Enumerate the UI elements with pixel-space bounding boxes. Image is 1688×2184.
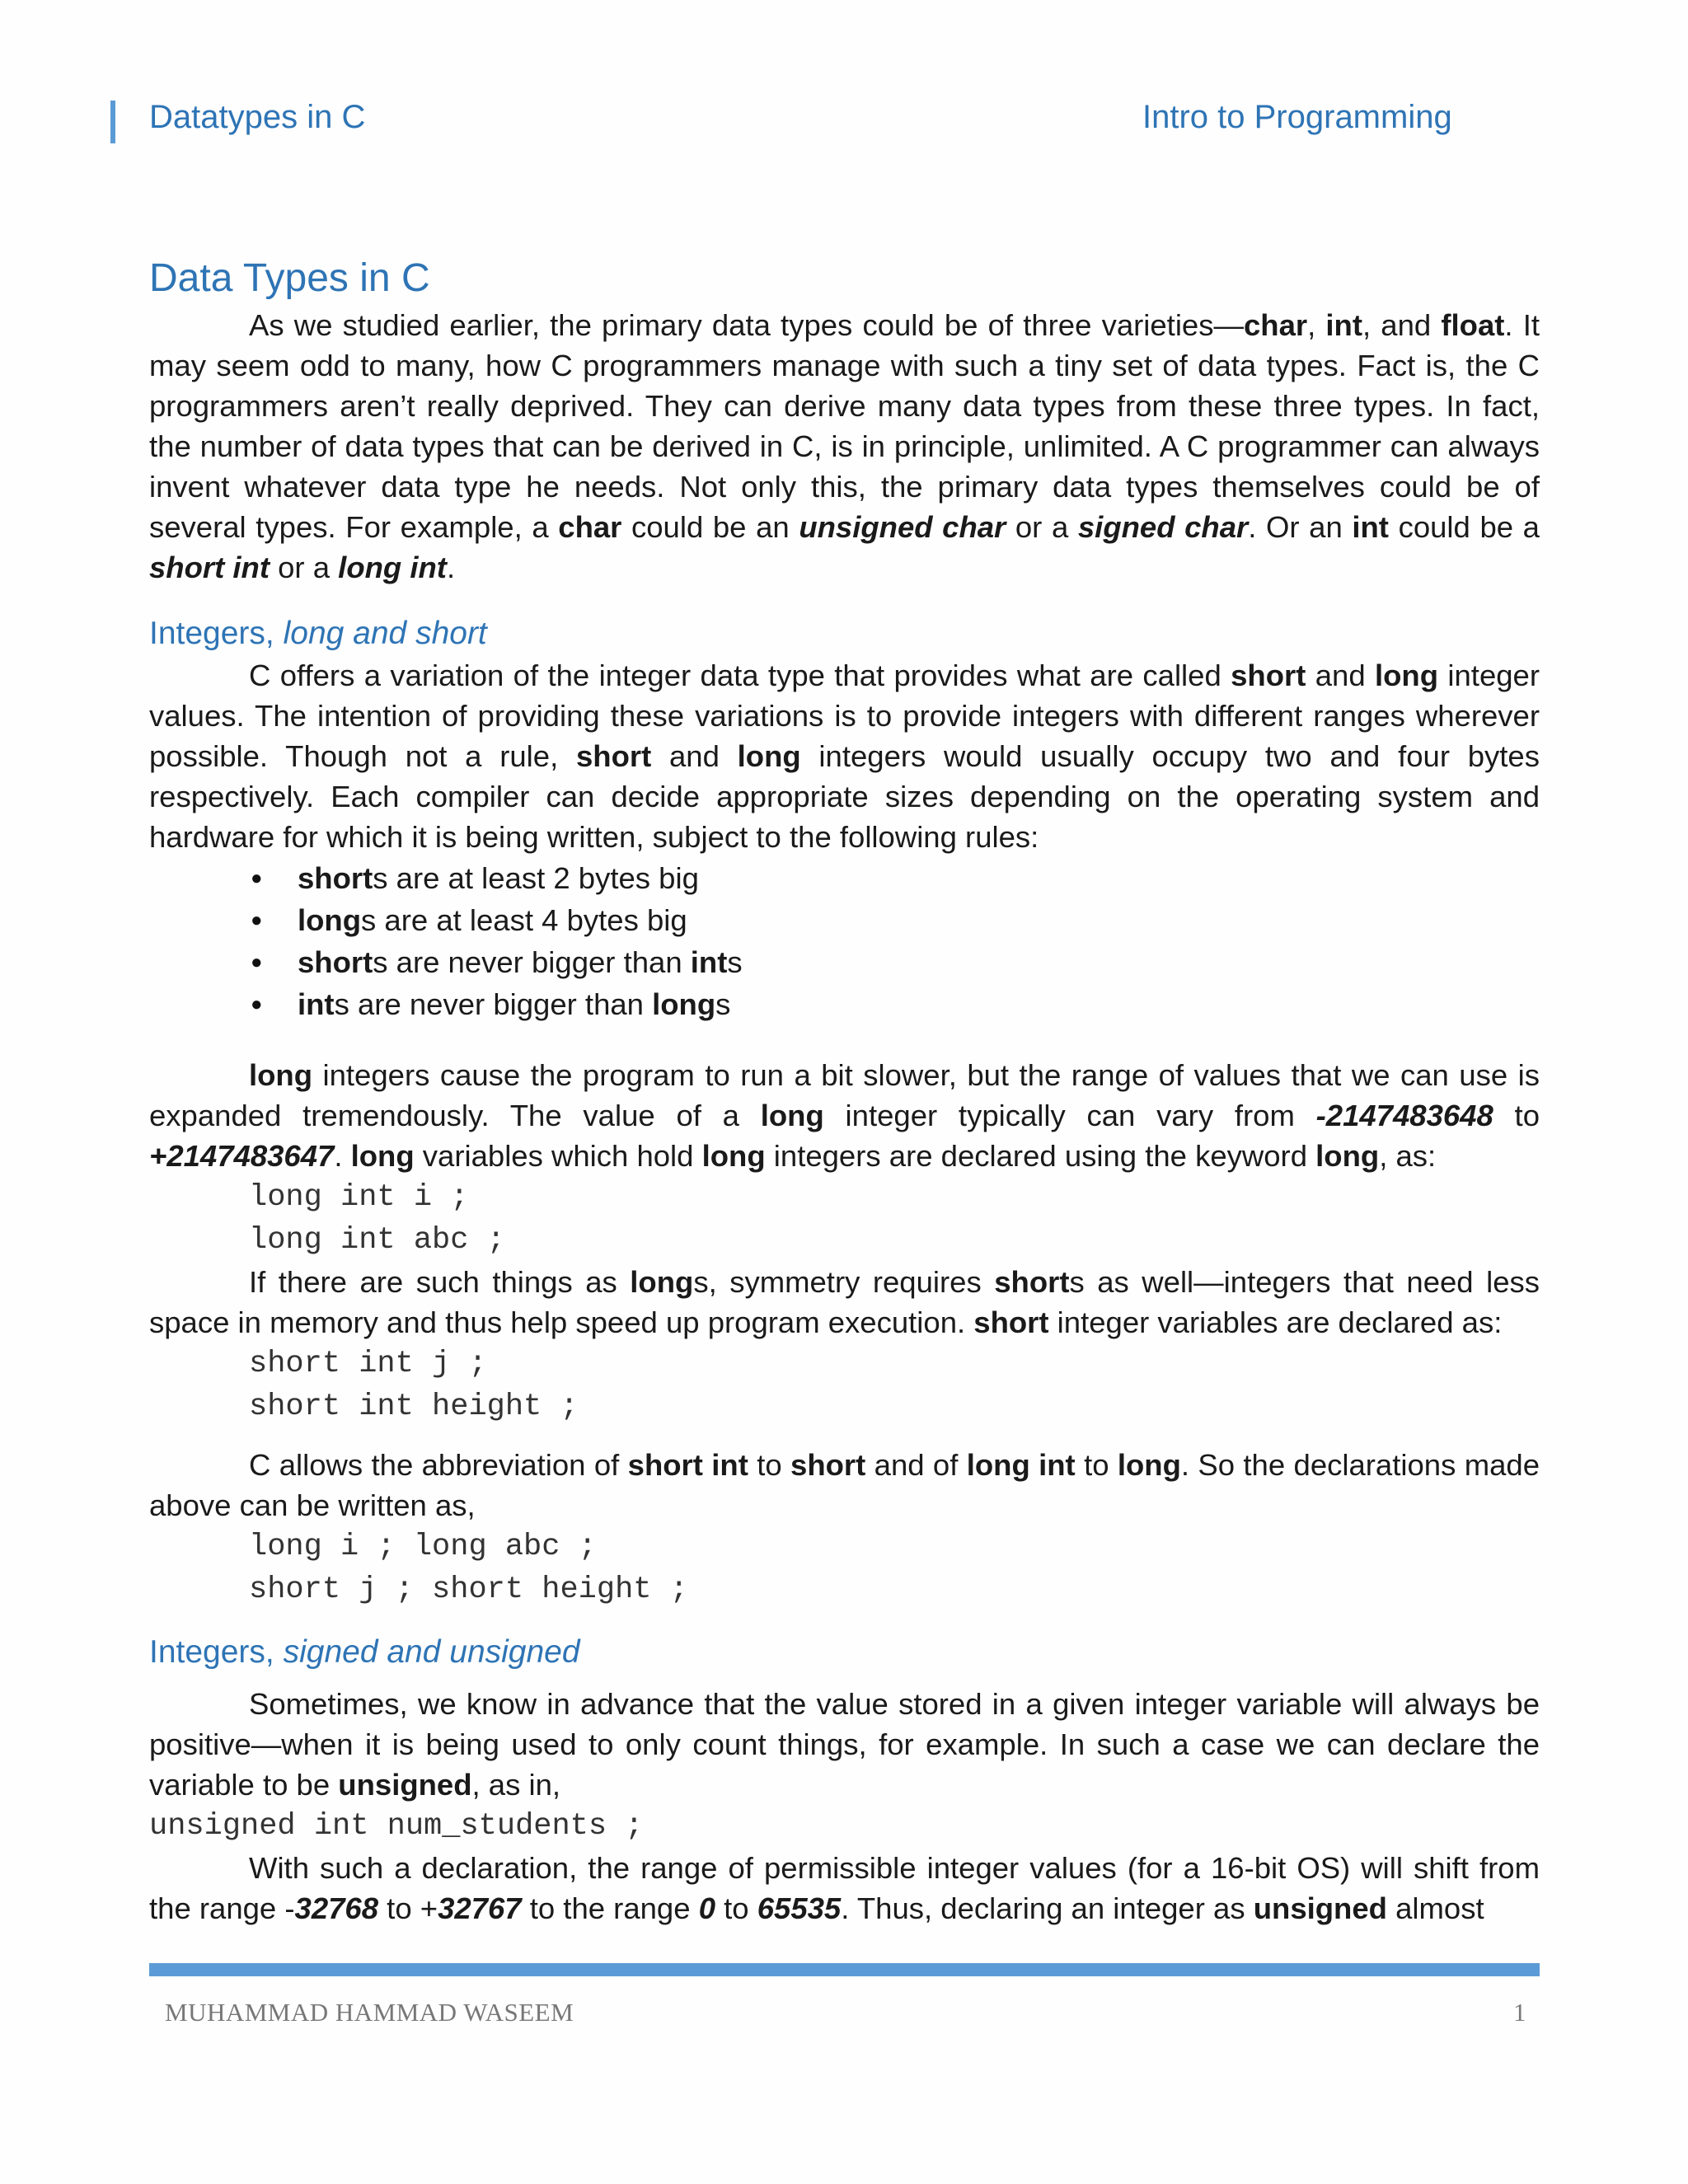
- rules-list: [149, 857, 1540, 1025]
- list-item: ● shorts are never bigger than ints: [298, 941, 1540, 983]
- header-left-title: Datatypes in C: [149, 99, 366, 135]
- section-heading-long-short: Integers, long and short: [149, 616, 487, 651]
- list-item: ● shorts are at least 2 bytes big: [298, 857, 1540, 899]
- header-right-title: Intro to Programming: [1142, 99, 1452, 135]
- section2-paragraph-2: With such a declaration, the range of permissible integer values (for a 16-bit OS) will shift from the range -32768 to +32767 to the range 0 to 65535. Thus, declaring an integer as unsigned almost: [149, 1851, 1540, 1925]
- footer-author: MUHAMMAD HAMMAD WASEEM: [165, 1998, 574, 2027]
- page-title: Data Types in C: [149, 256, 430, 300]
- code-line: long int i ;: [249, 1180, 469, 1215]
- header-accent-bar: [110, 101, 115, 143]
- page-number: 1: [1513, 1998, 1526, 2027]
- section1-paragraph-1: C offers a variation of the integer data type that provides what are called short and long integer values. The intention of providing these variations is to provide integers with different ranges wherever possible. Though not a rule, short and long integers would usually occupy two and four bytes respectively. Each compiler can decide appropriate sizes depending on the operating system and hardware for which it is being written, subject to the following rules:: [149, 658, 1540, 854]
- list-item: ● ints are never bigger than longs: [298, 983, 1540, 1025]
- section1-paragraph-3: If there are such things as longs, symmetry requires shorts as well—integers that need less space in memory and thus help speed up program execution. short integer variables are declared as:: [149, 1265, 1540, 1339]
- section2-paragraph-1: Sometimes, we know in advance that the value stored in a given integer variable will always be positive—when it is being used to only count things, for example. In such a case we can declare the variable to be unsigned, as in,: [149, 1687, 1540, 1802]
- section1-paragraph-2: long integers cause the program to run a bit slower, but the range of values that we can use is expanded tremendously. The value of a long integer typically can vary from -2147483648 to +2147483647. long variables which hold long integers are declared using the keyword long, as:: [149, 1058, 1540, 1173]
- list-item: ● longs are at least 4 bytes big: [298, 899, 1540, 941]
- code-line: short int j ;: [249, 1347, 487, 1381]
- intro-paragraph: As we studied earlier, the primary data types could be of three varieties—char, int, and float. It may seem odd to many, how C programmers manage with such a tiny set of data types. Fact is, the C programmers aren’t really deprived. They can derive many data types from these three types. In fact, the number of data types that can be derived in C, is in principle, unlimited. A C programmer can always invent whatever data type he needs. Not only this, the primary data types themselves could be of several types. For example, a char could be an unsigned char or a signed char. Or an int could be a short int or a long int.: [149, 308, 1540, 584]
- section-heading-signed-unsigned: Integers, signed and unsigned: [149, 1634, 580, 1670]
- code-line: long int abc ;: [249, 1223, 505, 1258]
- code-line: long i ; long abc ;: [249, 1530, 597, 1564]
- page-content: [149, 252, 1540, 1929]
- section1-paragraph-4: C allows the abbreviation of short int to short and of long int to long. So the declarations made above can be written as,: [149, 1448, 1540, 1522]
- code-line: short j ; short height ;: [249, 1572, 688, 1607]
- code-line: short int height ;: [249, 1390, 579, 1424]
- code-line: unsigned int num_students ;: [149, 1809, 644, 1844]
- footer-rule: [149, 1963, 1540, 1976]
